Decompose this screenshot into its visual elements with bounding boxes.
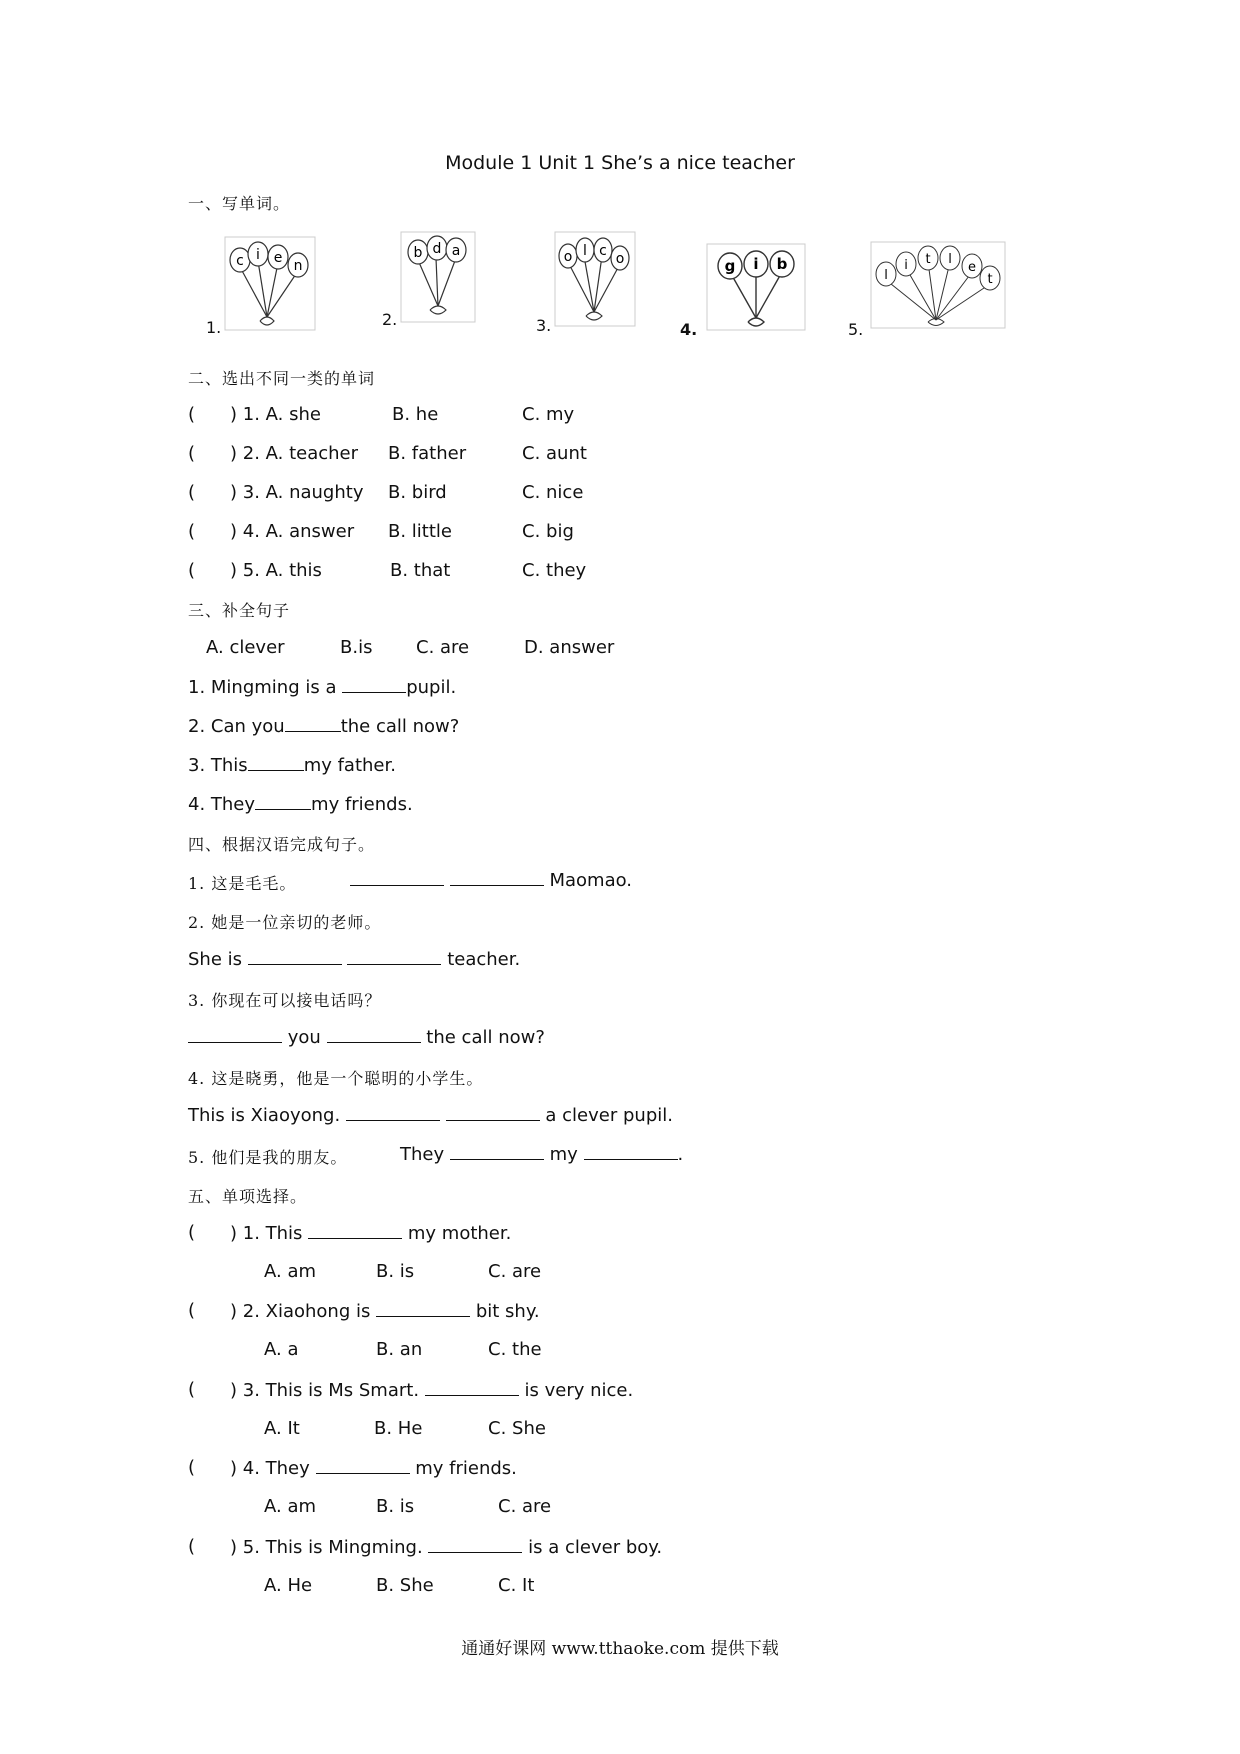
option-b: B. He	[374, 1418, 423, 1439]
translation-answer-1	[350, 869, 632, 891]
balloon-letter: c	[599, 243, 607, 259]
balloon-item-number: 5.	[848, 320, 864, 339]
balloon-letter: l	[884, 268, 888, 283]
answer-blank[interactable]	[428, 1536, 522, 1553]
sentence-text: This is Xiaoyong.	[188, 1105, 341, 1126]
sentence-text: the call now?	[340, 716, 460, 737]
answer-blank[interactable]	[188, 1026, 282, 1043]
answer-blank[interactable]	[285, 715, 341, 732]
answer-paren: (	[188, 404, 196, 425]
option-b: B. is	[376, 1496, 415, 1517]
option-c: C. She	[488, 1418, 546, 1439]
answer-paren: (	[188, 1300, 196, 1321]
answer-paren: (	[188, 482, 196, 503]
fill-sentence-3	[188, 754, 396, 776]
option-c: C. nice	[522, 482, 584, 503]
sentence-text: is a clever boy.	[528, 1537, 663, 1558]
balloon-letter: t	[987, 272, 993, 287]
word-bank-option: D. answer	[524, 637, 615, 658]
sentence-text: is very nice.	[524, 1380, 634, 1401]
balloon-picture-2	[398, 230, 478, 326]
balloon-item-number: 4.	[680, 320, 698, 339]
option-b: B. he	[392, 404, 439, 425]
word-bank-option: A. clever	[206, 637, 285, 658]
option-c: C. the	[488, 1339, 542, 1360]
balloon-letter: l	[583, 243, 587, 259]
balloon-letter: e	[968, 260, 976, 275]
fill-sentence-4	[188, 793, 413, 815]
option-b: B. father	[388, 443, 467, 464]
answer-blank[interactable]	[342, 676, 406, 693]
answer-paren: (	[188, 560, 196, 581]
sentence-text: .	[677, 1144, 684, 1165]
option-b: B. that	[390, 560, 451, 581]
question-stem: ) 3. A. naughty	[230, 482, 364, 503]
option-a: A. am	[264, 1261, 317, 1282]
answer-blank[interactable]	[584, 1143, 678, 1160]
balloon-letter: i	[753, 255, 759, 273]
translation-prompt-4: 4. 这是晓勇，他是一个聪明的小学生。	[188, 1069, 484, 1088]
option-c: C. aunt	[522, 443, 587, 464]
answer-paren: (	[188, 443, 196, 464]
question-stem	[230, 1300, 540, 1322]
page-title: Module 1 Unit 1 She’s a nice teacher	[445, 152, 795, 174]
balloon-letter: t	[925, 252, 931, 267]
answer-paren: (	[188, 1222, 196, 1243]
sentence-text: ) 3. This is Ms Smart.	[230, 1380, 420, 1401]
answer-paren: (	[188, 1379, 196, 1400]
answer-blank[interactable]	[346, 1104, 440, 1121]
question-stem	[230, 1457, 517, 1479]
balloon-letter: e	[273, 250, 283, 266]
balloon-picture-4	[704, 242, 808, 334]
balloon-letter: c	[236, 253, 244, 269]
sentence-text: 4. They	[188, 794, 256, 815]
balloon-letter: i	[904, 258, 908, 273]
balloon-letter: o	[563, 249, 573, 265]
question-stem	[230, 1536, 662, 1558]
section-3-heading: 三、补全句子	[188, 601, 291, 620]
sentence-text: 3. This	[188, 755, 248, 776]
answer-blank[interactable]	[248, 948, 342, 965]
answer-blank[interactable]	[248, 754, 304, 771]
page-footer: 通通好课网 www.tthaoke.com 提供下载	[461, 1639, 779, 1659]
question-stem: ) 5. A. this	[230, 560, 322, 581]
sentence-text: 2. Can you	[188, 716, 285, 737]
question-stem	[230, 1379, 633, 1401]
answer-blank[interactable]	[316, 1457, 410, 1474]
translation-answer-2	[188, 948, 520, 970]
sentence-text: teacher.	[447, 949, 521, 970]
sentence-text: ) 2. Xiaohong is	[230, 1301, 371, 1322]
option-a: A. He	[264, 1575, 313, 1596]
translation-answer-3	[188, 1026, 545, 1048]
answer-blank[interactable]	[255, 793, 311, 810]
option-a: A. a	[264, 1339, 299, 1360]
answer-blank[interactable]	[376, 1300, 470, 1317]
fill-sentence-2	[188, 715, 459, 737]
translation-prompt-3: 3. 你现在可以接电话吗？	[188, 991, 382, 1010]
sentence-text: my father.	[303, 755, 396, 776]
balloon-item-number: 1.	[206, 318, 222, 337]
sentence-text: ) 4. They	[230, 1458, 310, 1479]
translation-prompt-5: 5. 他们是我的朋友。	[188, 1148, 348, 1167]
sentence-text: They	[400, 1144, 445, 1165]
translation-prompt-2: 2. 她是一位亲切的老师。	[188, 913, 382, 932]
sentence-text: 1. Mingming is a	[188, 677, 343, 698]
sentence-text: pupil.	[406, 677, 457, 698]
option-a: A. It	[264, 1418, 300, 1439]
balloon-letter: b	[776, 255, 788, 273]
question-stem	[230, 1222, 511, 1244]
answer-paren: (	[188, 1536, 196, 1557]
answer-blank[interactable]	[450, 1143, 544, 1160]
balloon-letter: a	[451, 243, 461, 259]
translation-prompt-1: 1. 这是毛毛。	[188, 874, 297, 893]
translation-answer-5	[400, 1143, 683, 1165]
balloon-letter: g	[724, 257, 736, 275]
section-5-heading: 五、单项选择。	[188, 1187, 308, 1206]
sentence-text: She is	[188, 949, 243, 970]
option-b: B. little	[388, 521, 452, 542]
option-c: C. It	[498, 1575, 535, 1596]
option-b: B. She	[376, 1575, 434, 1596]
translation-answer-4	[188, 1104, 673, 1126]
balloon-item-number: 3.	[536, 316, 552, 335]
sentence-text: you	[287, 1027, 321, 1048]
balloon-letter: n	[293, 258, 303, 274]
section-2-heading: 二、选出不同一类的单词	[188, 369, 376, 388]
question-stem: ) 4. A. answer	[230, 521, 355, 542]
answer-blank[interactable]	[350, 869, 444, 886]
sentence-text: my	[549, 1144, 578, 1165]
option-c: C. are	[488, 1261, 542, 1282]
option-c: C. my	[522, 404, 575, 425]
balloon-letter: i	[256, 247, 260, 263]
option-c: C. they	[522, 560, 587, 581]
answer-blank[interactable]	[425, 1379, 519, 1396]
fill-sentence-1	[188, 676, 456, 698]
balloon-letter: b	[413, 245, 423, 261]
option-b: B. is	[376, 1261, 415, 1282]
sentence-text: ) 1. This	[230, 1223, 303, 1244]
word-bank-option: B.is	[340, 637, 373, 658]
balloon-picture-5	[868, 240, 1008, 332]
option-b: B. an	[376, 1339, 423, 1360]
sentence-text: my mother.	[407, 1223, 512, 1244]
option-b: B. bird	[388, 482, 447, 503]
answer-paren: (	[188, 1457, 196, 1478]
sentence-text: the call now?	[426, 1027, 545, 1048]
section-1-heading: 一、写单词。	[188, 194, 291, 213]
option-c: C. big	[522, 521, 574, 542]
sentence-text: Maomao.	[549, 870, 633, 891]
answer-paren: (	[188, 521, 196, 542]
question-stem: ) 1. A. she	[230, 404, 321, 425]
sentence-text: my friends.	[311, 794, 413, 815]
sentence-text: my friends.	[415, 1458, 517, 1479]
option-c: C. are	[498, 1496, 552, 1517]
option-a: A. am	[264, 1496, 317, 1517]
word-bank-option: C. are	[416, 637, 470, 658]
balloon-letter: d	[432, 241, 442, 257]
balloon-letter: o	[615, 251, 625, 267]
sentence-text: bit shy.	[475, 1301, 540, 1322]
answer-blank[interactable]	[347, 948, 441, 965]
question-stem: ) 2. A. teacher	[230, 443, 359, 464]
answer-blank[interactable]	[446, 1104, 540, 1121]
answer-blank[interactable]	[308, 1222, 402, 1239]
balloon-letter: l	[948, 252, 952, 267]
section-4-heading: 四、根据汉语完成句子。	[188, 835, 376, 854]
answer-blank[interactable]	[450, 869, 544, 886]
sentence-text: ) 5. This is Mingming.	[230, 1537, 423, 1558]
balloon-item-number: 2.	[382, 310, 398, 329]
answer-blank[interactable]	[327, 1026, 421, 1043]
sentence-text: a clever pupil.	[545, 1105, 673, 1126]
balloon-picture-3	[552, 230, 638, 330]
balloon-picture-1	[222, 235, 318, 335]
